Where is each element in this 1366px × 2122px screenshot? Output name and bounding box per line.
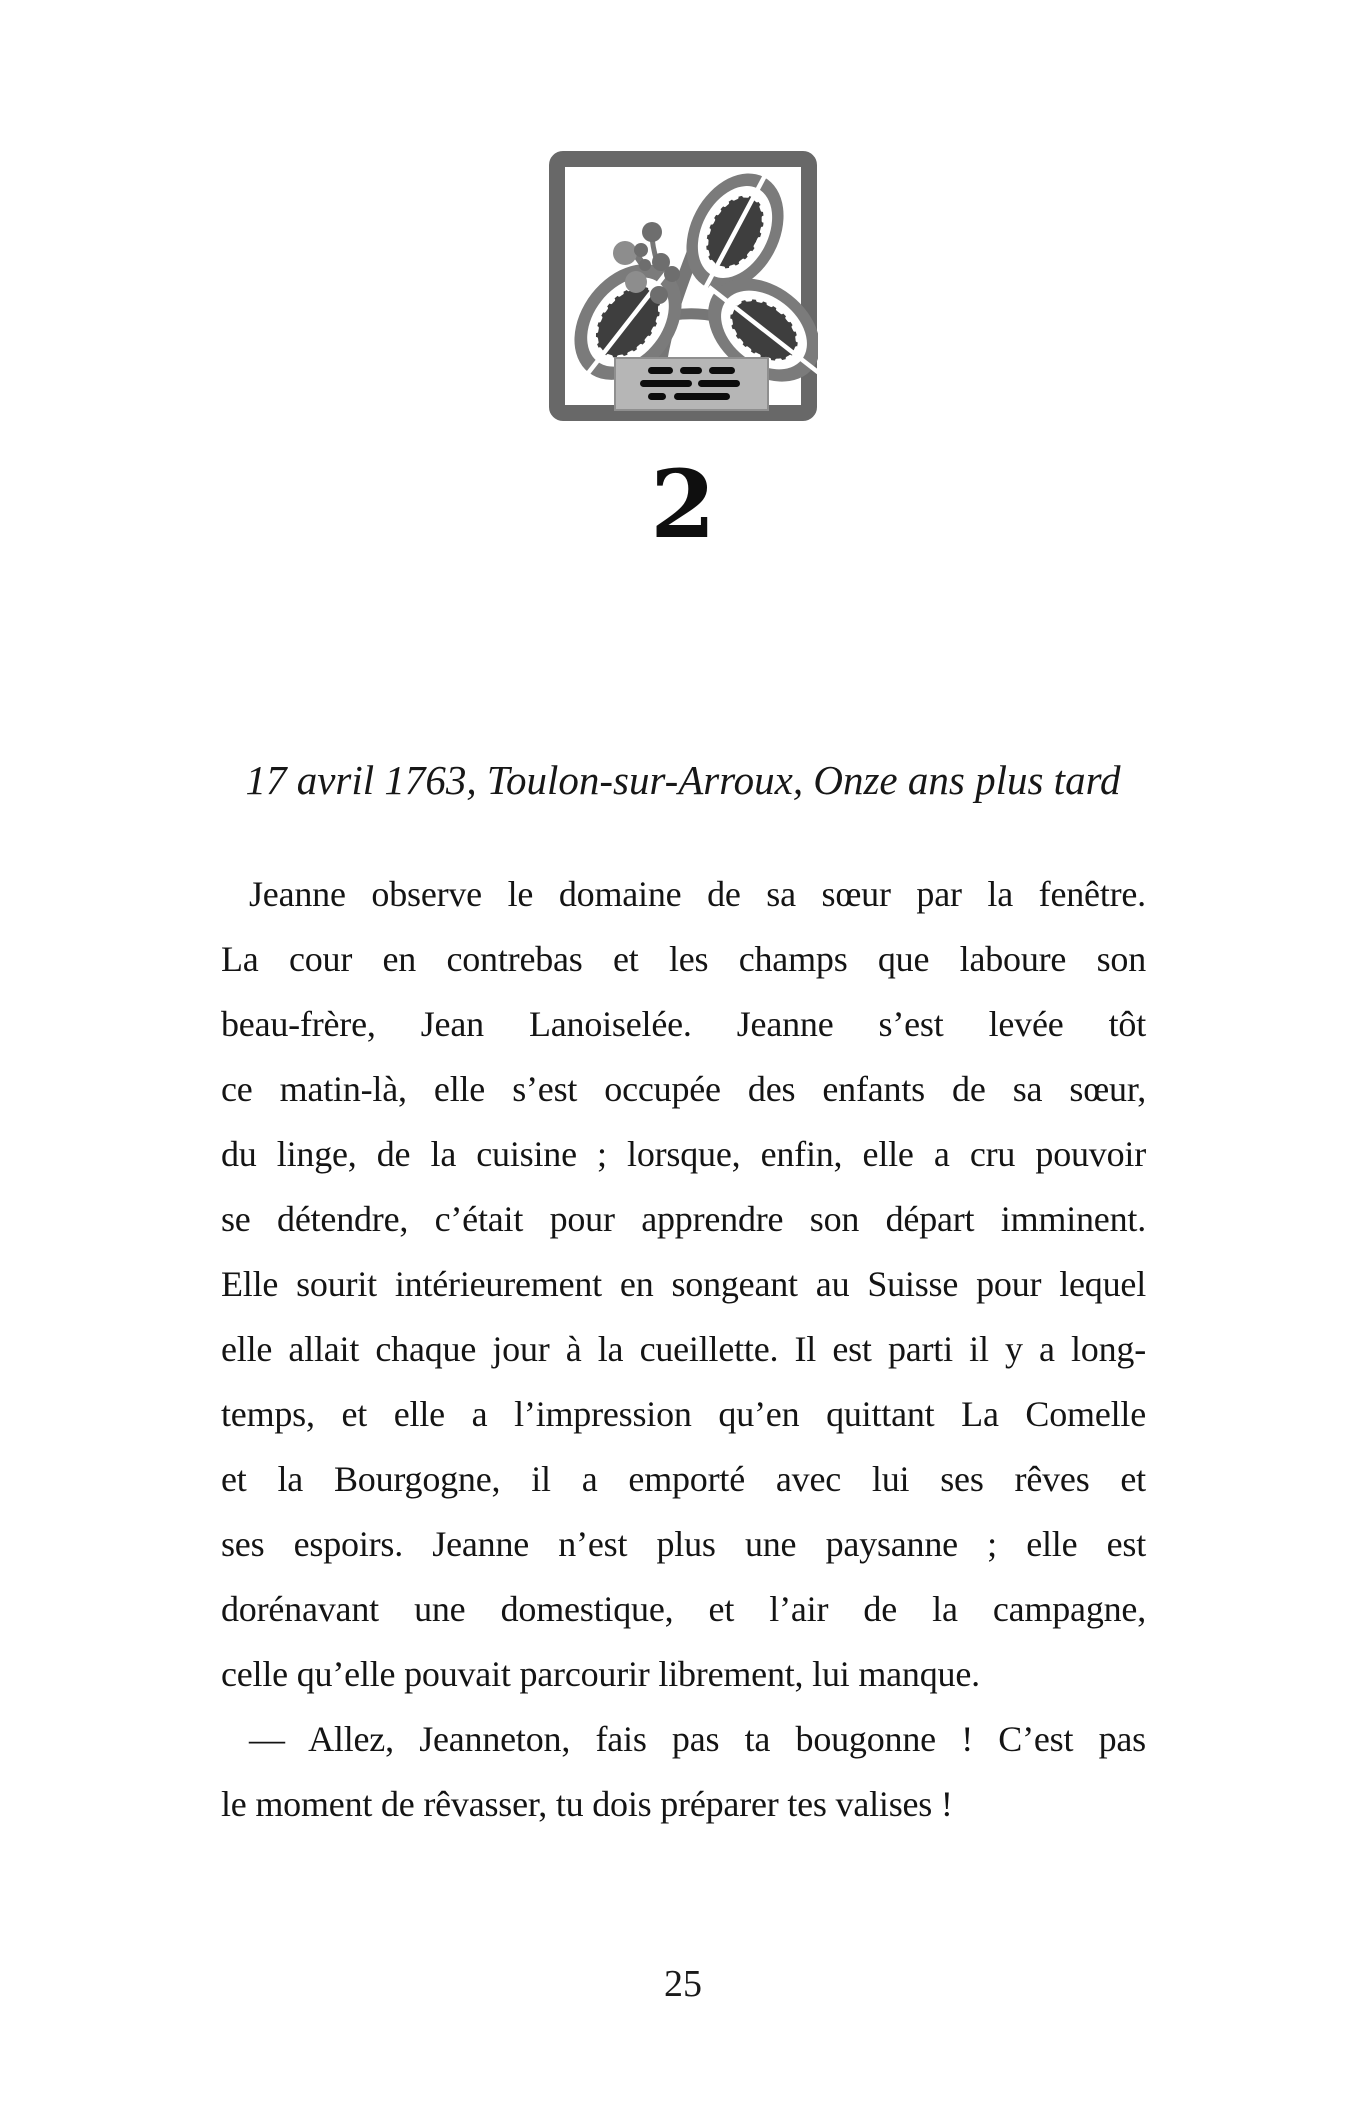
plaque-text-dashes	[640, 367, 740, 400]
body-line: Elle sourit intérieurement en songeant au Suisse pour lequel	[221, 1264, 1146, 1304]
body-line: elle allait chaque jour à la cueillette. Il est parti il y a long-	[221, 1329, 1146, 1369]
body-line: celle qu’elle pouvait parcourir librement, lui manque.	[221, 1654, 980, 1694]
body-line: le moment de rêvasser, tu dois préparer tes valises !	[221, 1784, 953, 1824]
body-line: temps, et elle a l’impression qu’en quittant La Comelle	[221, 1394, 1146, 1434]
body-line: ses espoirs. Jeanne n’est plus une paysanne ; elle est	[221, 1524, 1146, 1564]
body-line: Jeanne observe le domaine de sa sœur par la fenêtre.	[249, 874, 1146, 914]
body-line: et la Bourgogne, il a emporté avec lui ses rêves et	[221, 1459, 1146, 1499]
page-number: 25	[664, 1963, 702, 2005]
chapter-number: 2	[650, 450, 716, 560]
body-line: La cour en contrebas et les champs que laboure son	[221, 939, 1146, 979]
body-line: — Allez, Jeanneton, fais pas ta bougonne ! C’est pas	[249, 1719, 1146, 1759]
body-line: du linge, de la cuisine ; lorsque, enfin, elle a cru pouvoir	[221, 1134, 1146, 1174]
body-line: ce matin-là, elle s’est occupée des enfants de sa sœur,	[221, 1069, 1146, 1109]
body-line: dorénavant une domestique, et l’air de la campagne,	[221, 1589, 1146, 1629]
plaque	[615, 358, 768, 410]
chapter-dateline: 17 avril 1763, Toulon-sur-Arroux, Onze ans plus tard	[245, 757, 1121, 803]
body-line: se détendre, c’était pour apprendre son départ imminent.	[221, 1199, 1146, 1239]
body-line: beau-frère, Jean Lanoiselée. Jeanne s’est levée tôt	[221, 1004, 1146, 1044]
body-text	[221, 862, 1146, 1837]
chapter-ornament	[548, 150, 818, 422]
